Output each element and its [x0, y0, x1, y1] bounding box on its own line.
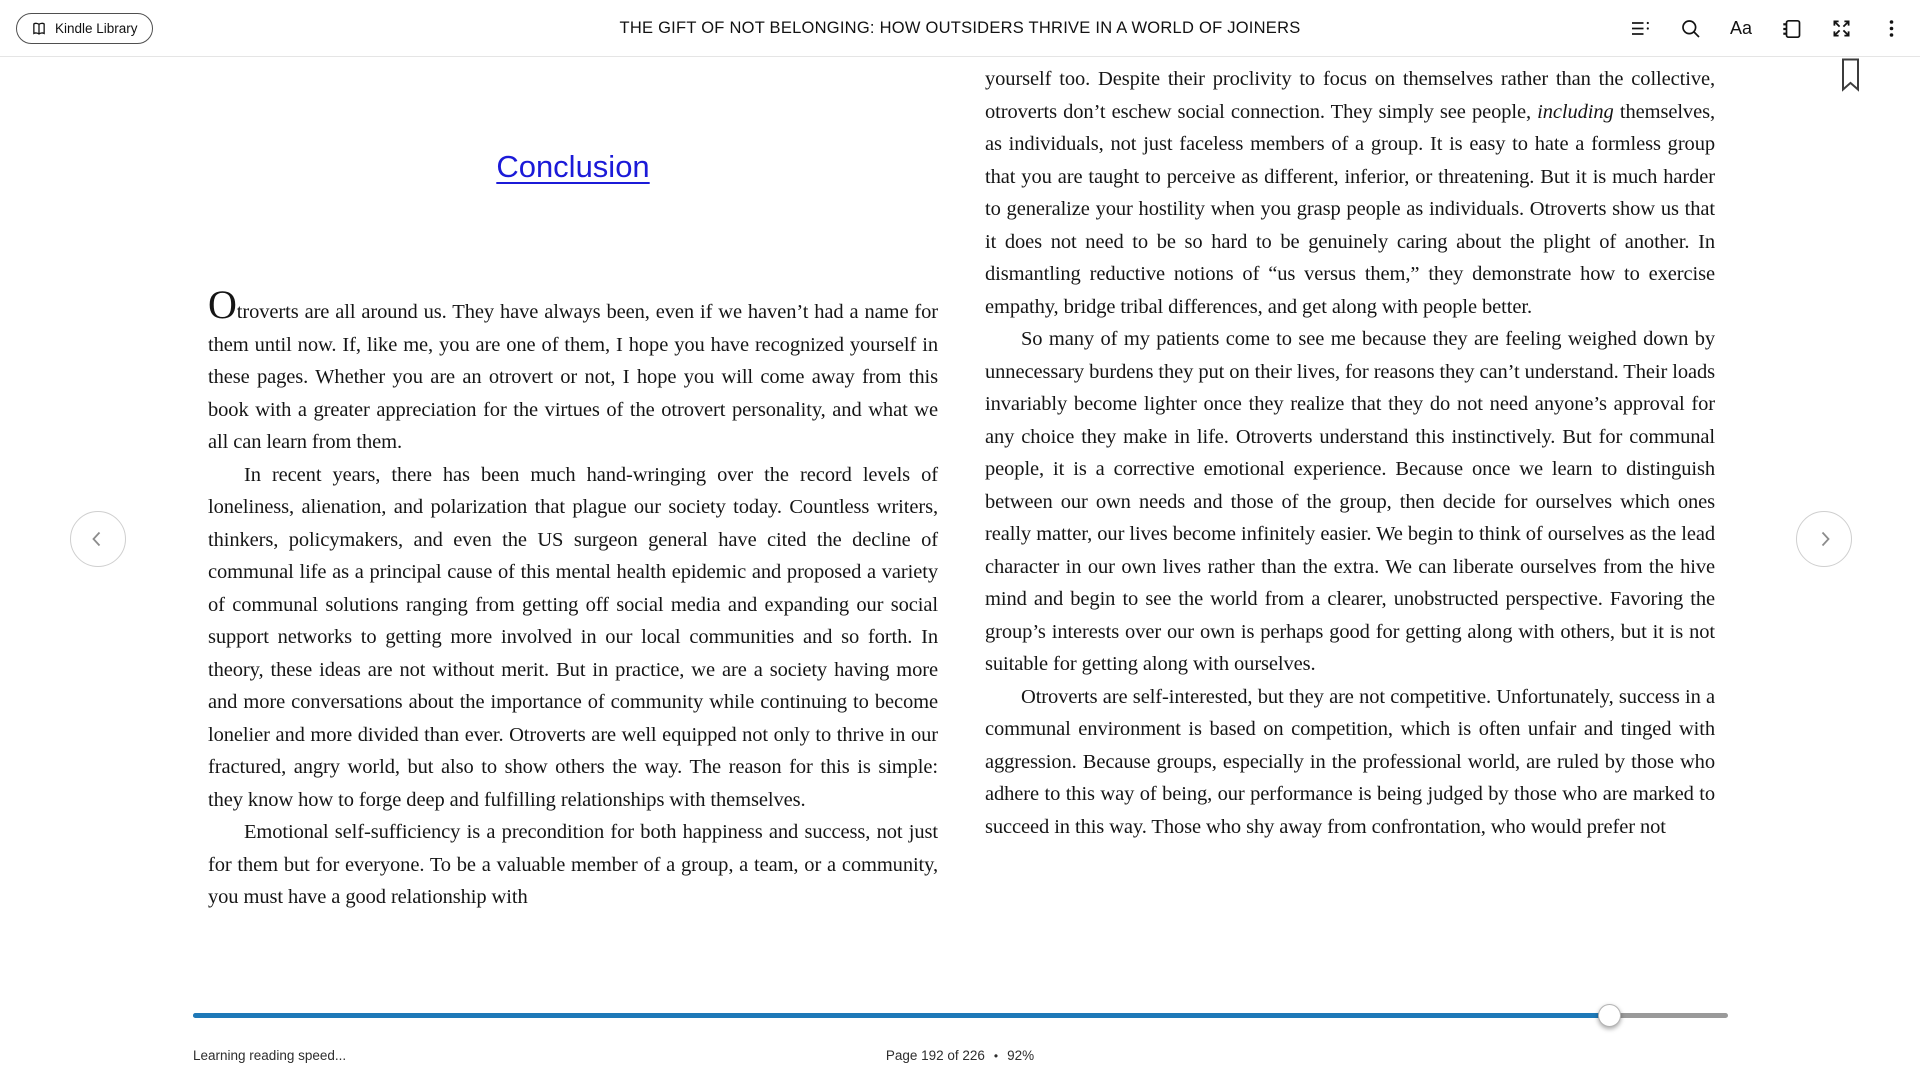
font-settings-label: Aa [1729, 17, 1752, 38]
separator-dot: • [993, 1049, 999, 1063]
percent-label: 92% [1007, 1048, 1035, 1063]
paragraph [208, 816, 938, 914]
paragraph [208, 459, 938, 817]
left-column-text [208, 282, 938, 914]
book-page [208, 63, 1715, 1003]
text-segment: In recent years, there has been much hand-wringing over the record levels of loneliness, alienation, and polarization that plague our society today. Countless writers, thinkers, policymakers, and even the US surgeon general have cited the decline of communal life as a principal cause of this mental health epidemic and proposed a variety of communal solutions ranging from getting off social media and expanding our social support networks to getting more involved in our local communities and so forth. In theory, these ideas are not without merit. But in practice, we are a society having more and more conversations about the importance of community while continuing to become lonelier and more divided than ever. Otroverts are well equipped not only to thrive in our fractured, angry world, but also to show others the way. The reason for this is simple: they know how to forge deep and fulfilling relationships with themselves. [208, 463, 938, 811]
previous-page-button[interactable] [70, 511, 126, 567]
progress-slider[interactable] [193, 1004, 1728, 1027]
fullscreen-icon[interactable] [1829, 16, 1854, 41]
kindle-library-label: Kindle Library [55, 20, 138, 36]
chevron-left-icon [85, 526, 111, 552]
search-icon[interactable] [1678, 16, 1703, 41]
progress-fill[interactable] [193, 1013, 1610, 1018]
text-segment: yourself too. Despite their proclivity to focus on themselves rather than the collective, otroverts don’t eschew social connection. They simply see people, [985, 68, 1715, 123]
bookmark-icon[interactable] [1841, 58, 1860, 92]
paragraph [985, 681, 1715, 844]
right-column [985, 63, 1715, 1003]
progress-slider-handle[interactable] [1598, 1004, 1621, 1027]
text-segment: Emotional self-sufficiency is a precondition for both happiness and success, not just for them but for everyone. To be a valuable member of a group, a team, or a community, you must have a good relationship with [208, 821, 938, 908]
chapter-heading-link[interactable]: Conclusion [496, 149, 650, 184]
book-title: THE GIFT OF NOT BELONGING: HOW OUTSIDERS THRIVE IN A WORLD OF JOINERS [619, 19, 1301, 37]
page-number-label: Page 192 of 226 [885, 1048, 985, 1063]
text-segment: troverts are all around us. They have always been, even if we haven’t had a name for them until now. If, like me, you are one of them, I hope you have recognized yourself in these pages. Whether you are an otrovert or not, I hope you will come away from this book with a greater appreciation for the virtues of the otrovert personality, and what we all can learn from them. [208, 301, 938, 453]
font-settings-icon[interactable] [1728, 16, 1754, 41]
text-segment: themselves, as individuals, not just faceless members of a group. It is easy to hate a formless group that you are taught to perceive as different, inferior, or threatening. But it is much harder to generalize your hostility when you grasp people as individuals. Otroverts show us that it does not need to be so hard to be genuinely caring about the plight of another. In dismantling reductive notions of “us versus them,” they demonstrate how to exercise empathy, bridge tribal differences, and get along with people better. [985, 100, 1715, 318]
paragraph [985, 63, 1715, 323]
right-column-text [985, 63, 1715, 843]
page-info [0, 1048, 1920, 1063]
more-options-icon[interactable] [1879, 16, 1904, 41]
drop-cap: O [208, 282, 237, 327]
open-book-icon [31, 21, 47, 36]
toolbar-icons [1628, 16, 1904, 41]
reading-view-icon[interactable] [1779, 16, 1804, 41]
paragraph [985, 323, 1715, 681]
text-segment: Otroverts are self-interested, but they are not competitive. Unfortunately, success in a communal environment is based on competition, which is often unfair and tinged with aggression. Because groups, especially in the professional world, are ruled by those who adhere to this way of being, our performance is being judged by those who are marked to succeed in this way. Those who shy away from confrontation, who would prefer not [985, 685, 1715, 838]
reading-speed-status: Learning reading speed... [193, 1048, 347, 1063]
top-bar [0, 0, 1920, 57]
left-column [208, 63, 938, 1003]
toc-icon[interactable] [1628, 16, 1653, 41]
kindle-library-button[interactable] [16, 13, 153, 44]
text-segment: So many of my patients come to see me because they are feeling weighed down by unnecessary burdens they put on their lives, for reasons they can’t understand. Their loads invariably become lighter once they realize that they do not need anyone’s approval for any choice they make in life. Otroverts understand this instinctively. But for communal people, it is a corrective emotional experience. Because once we learn to distinguish between our own needs and those of the group, then decide for ourselves which ones really matter, our lives become infinitely easier. We begin to think of ourselves as the lead character in our own lives rather than the extra. We can liberate ourselves from the hive mind and begin to see the world from a clearer, unobstructed perspective. Favoring the group’s interests over our own is perhaps good for getting along with others, but it is not suitable for getting along with ourselves. [985, 328, 1715, 675]
paragraph [208, 282, 938, 459]
next-page-button[interactable] [1796, 511, 1852, 567]
chevron-right-icon [1811, 526, 1837, 552]
text-segment: including [1537, 100, 1614, 123]
